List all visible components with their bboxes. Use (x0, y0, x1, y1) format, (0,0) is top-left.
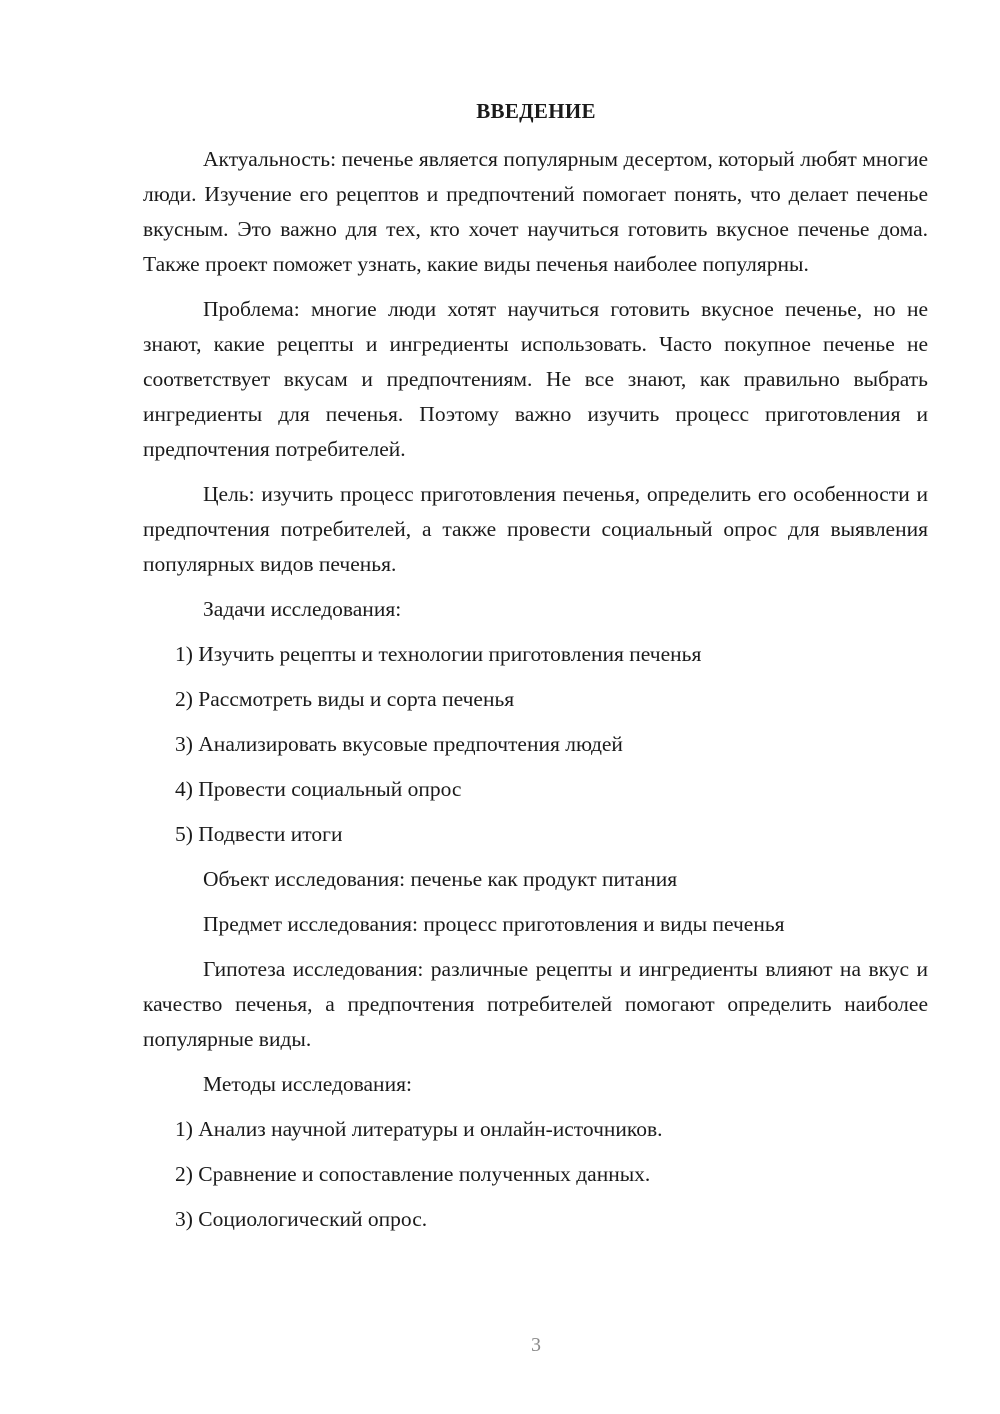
task-item: 5) Подвести итоги (175, 822, 343, 846)
task-item: 2) Рассмотреть виды и сорта печенья (175, 687, 515, 711)
method-item: 1) Анализ научной литературы и онлайн-источников. (175, 1117, 663, 1141)
methods-heading: Методы исследования: (203, 1072, 412, 1096)
relevance-paragraph: Актуальность: печенье является популярным десертом, который любят многие люди. Изучение его рецептов и предпочтений помогает понять, что делает печенье вкусным. Это важно для тех, кто хочет научиться готовить вкусное печенье дома. Также проект поможет узнать, какие виды печенья наиболее популярны. (143, 147, 928, 276)
goal-paragraph: Цель: изучить процесс приготовления печенья, определить его особенности и предпочтения потребителей, а также провести социальный опрос для выявления популярных видов печенья. (143, 482, 928, 576)
task-item: 3) Анализировать вкусовые предпочтения людей (175, 732, 623, 756)
subject-line: Предмет исследования: процесс приготовления и виды печенья (203, 912, 785, 936)
problem-paragraph: Проблема: многие люди хотят научиться готовить вкусное печенье, но не знают, какие рецепты и ингредиенты использовать. Часто покупное печенье не соответствует вкусам и предпочтениям. Не все знают, как правильно выбрать ингредиенты для печенья. Поэтому важно изучить процесс приготовления и предпочтения потребителей. (143, 297, 928, 461)
tasks-heading: Задачи исследования: (203, 597, 402, 621)
page-number: 3 (531, 1334, 541, 1356)
method-item: 3) Социологический опрос. (175, 1207, 428, 1231)
object-line: Объект исследования: печенье как продукт питания (203, 867, 678, 891)
section-title: ВВЕДЕНИЕ (476, 99, 596, 123)
method-item: 2) Сравнение и сопоставление полученных данных. (175, 1162, 651, 1186)
task-item: 4) Провести социальный опрос (175, 777, 462, 801)
document-body (143, 142, 928, 1247)
task-item: 1) Изучить рецепты и технологии приготовления печенья (175, 642, 702, 666)
hypothesis-paragraph: Гипотеза исследования: различные рецепты и ингредиенты влияют на вкус и качество печенья, а предпочтения потребителей помогают определить наиболее популярные виды. (143, 957, 928, 1051)
